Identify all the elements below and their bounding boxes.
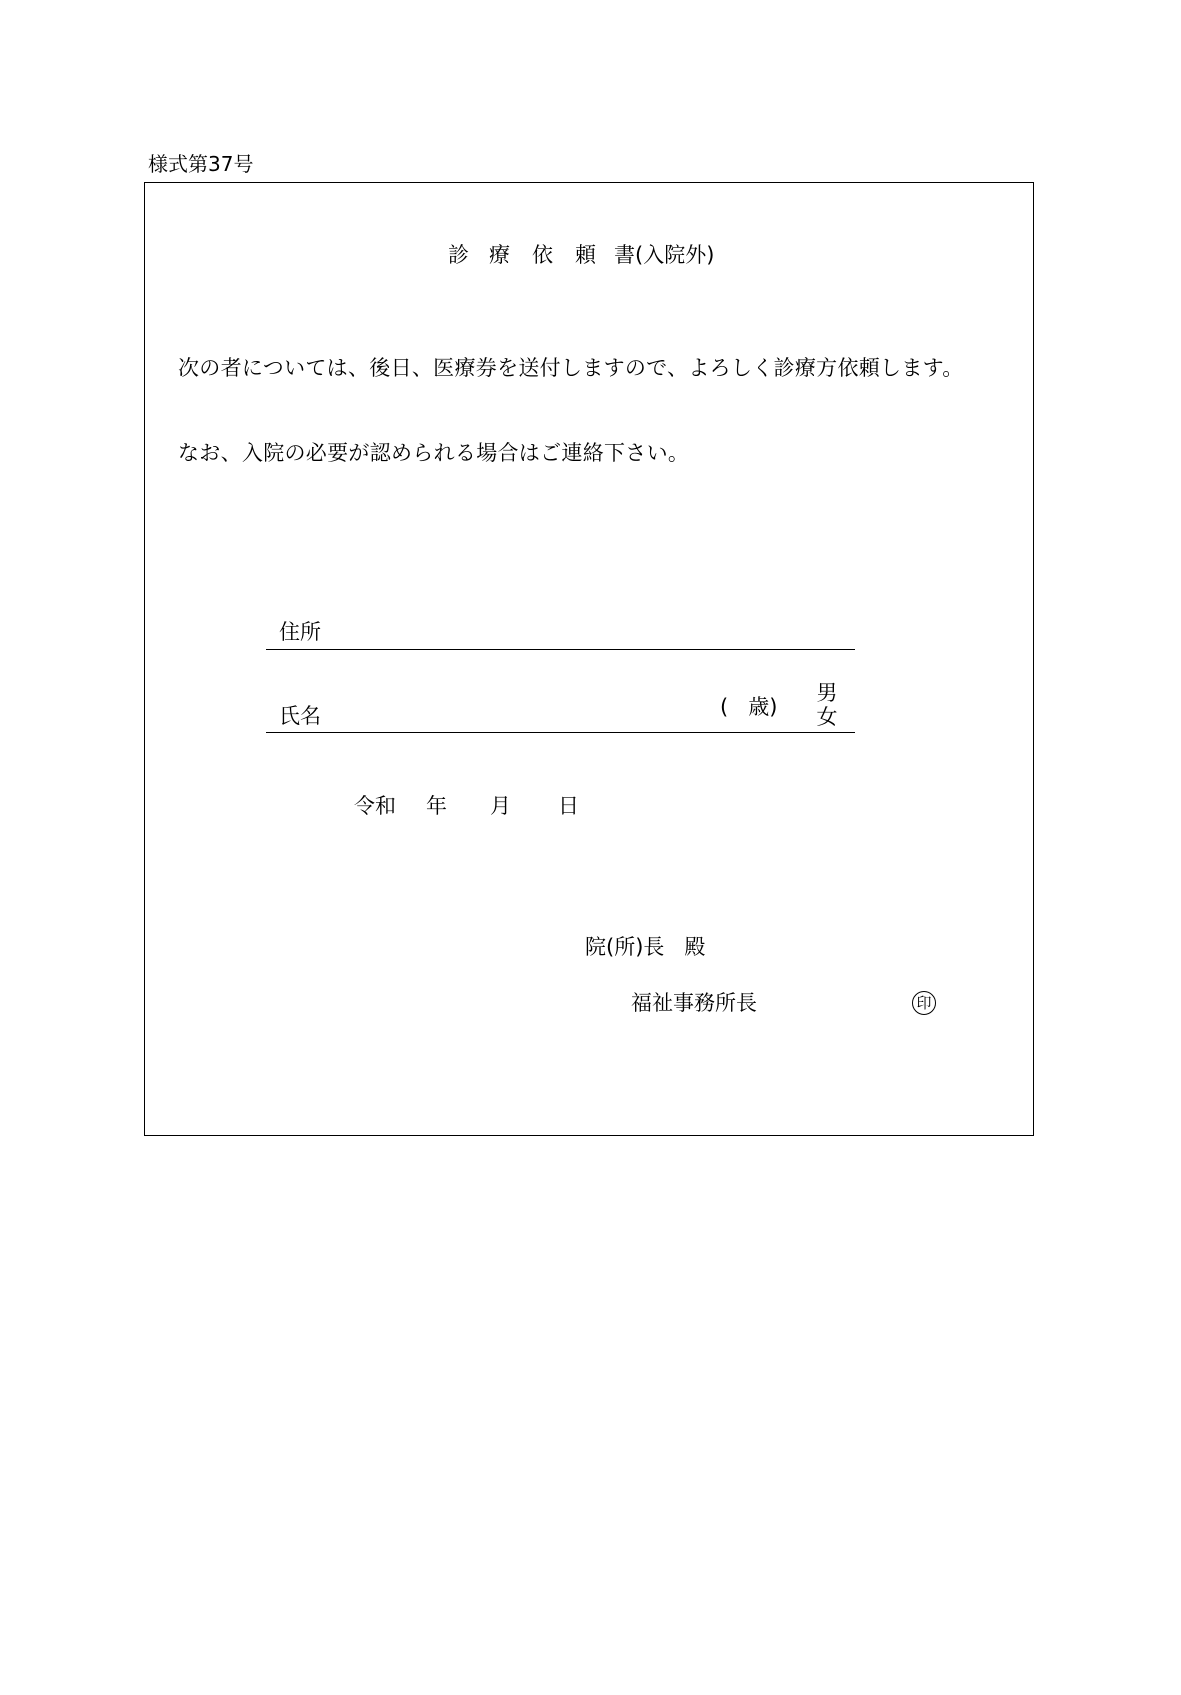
contact-paragraph: なお、入院の必要が認められる場合はご連絡下さい。	[178, 441, 690, 465]
sender-title: 福祉事務所長	[631, 991, 757, 1015]
date-era: 令和	[354, 794, 396, 818]
sex-male[interactable]: 男	[816, 681, 838, 705]
recipient-title: 院(所)長	[585, 935, 665, 959]
title-char: 書(入院外)	[614, 243, 715, 267]
date-month: 月	[490, 794, 511, 818]
request-paragraph: 次の者については、後日、医療券を送付しますので、よろしく診療方依頼します。	[178, 356, 964, 380]
form-frame	[144, 182, 1034, 1136]
date-year: 年	[426, 794, 447, 818]
name-label: 氏名	[279, 704, 321, 728]
title-char: 診	[448, 243, 469, 267]
age-unit: 歳)	[748, 695, 778, 719]
sex-selector[interactable]	[815, 681, 839, 729]
sex-female[interactable]: 女	[816, 705, 838, 729]
date-line[interactable]	[354, 793, 579, 819]
date-day: 日	[558, 794, 579, 818]
age-open-paren: (	[720, 695, 729, 719]
recipient	[585, 934, 705, 960]
document-title	[448, 242, 714, 268]
seal-icon: 印	[912, 991, 936, 1015]
title-char: 依	[532, 243, 553, 267]
title-char: 頼	[575, 243, 596, 267]
recipient-honorific: 殿	[684, 935, 706, 959]
title-char: 療	[489, 243, 510, 267]
age-field[interactable]	[720, 694, 777, 720]
form-number: 様式第37号	[148, 152, 254, 176]
address-field-line[interactable]	[266, 649, 855, 650]
name-field-line[interactable]	[266, 732, 855, 733]
address-label: 住所	[279, 620, 321, 644]
